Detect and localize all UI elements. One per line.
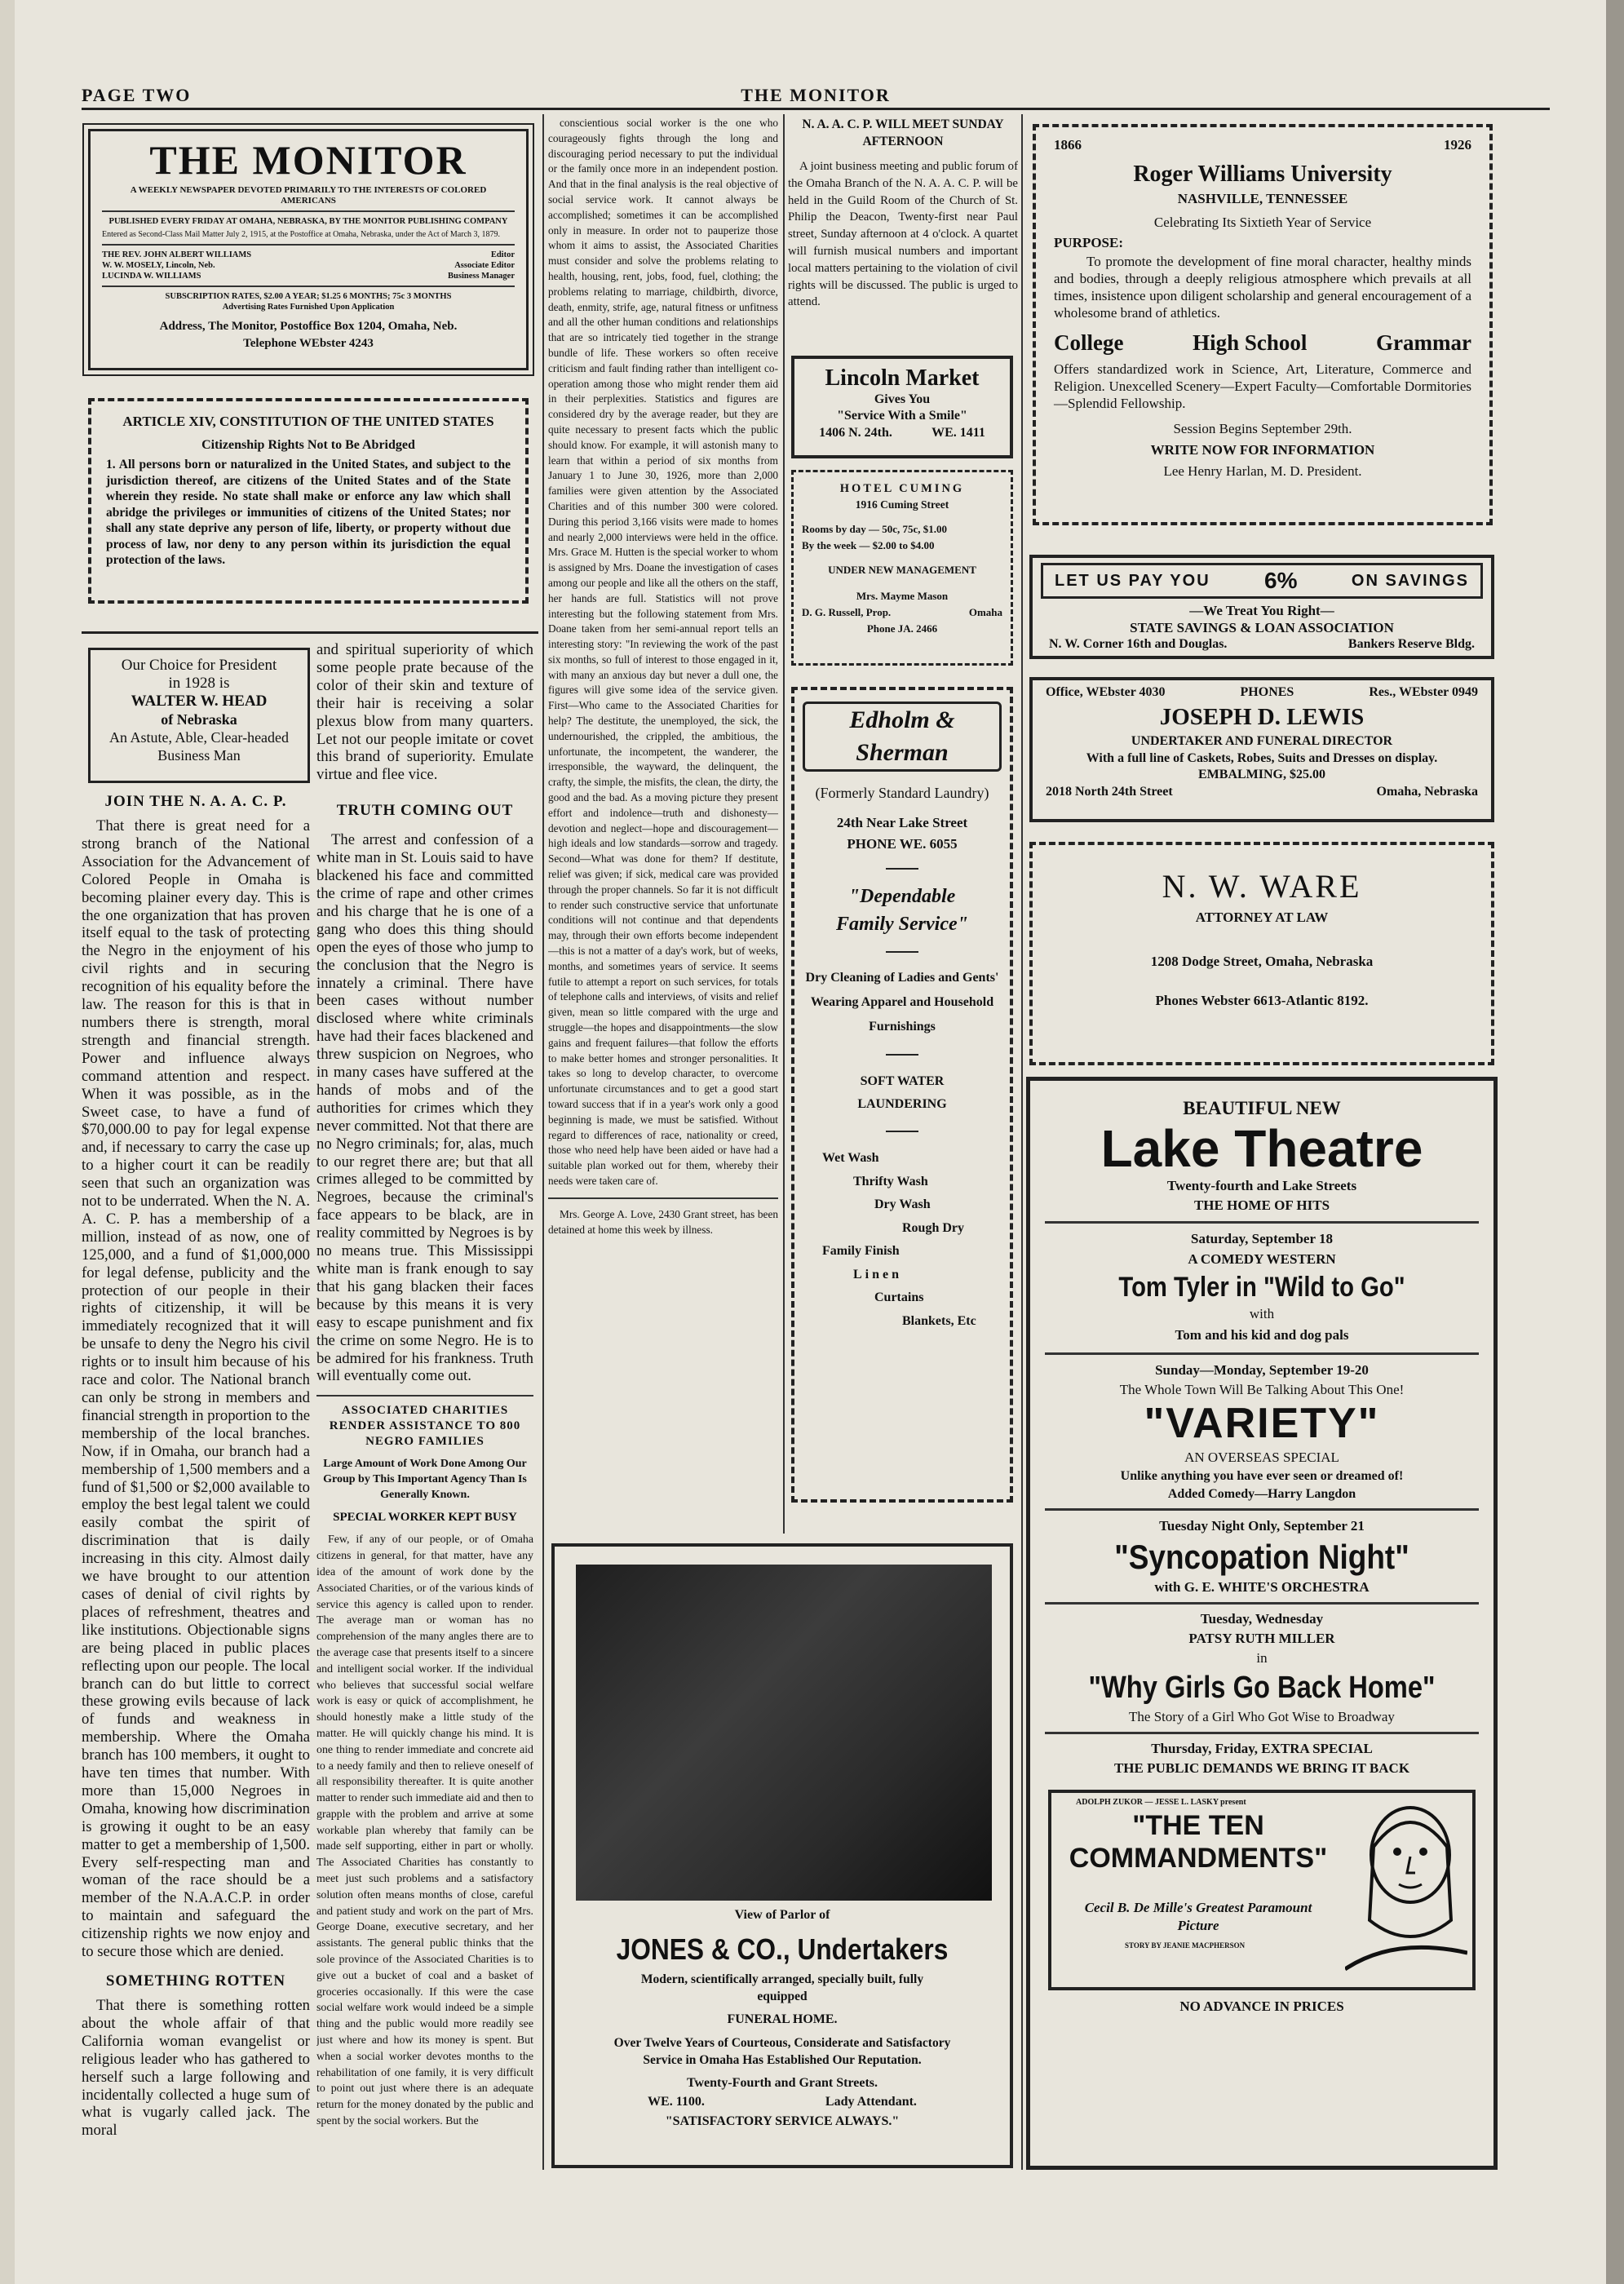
president-description: An Astute, Able, Clear-headed Business Man (108, 729, 290, 764)
something-rotten-body: That there is something rotten about the whole affair of that California woman evangelist or religious leader who has gathered to herself such a large following and incidentally collected a huge sum of what is vugarly called jack. The moral (82, 1997, 310, 2140)
charities-subhead: Large Amount of Work Done Among Our Group by This Important Agency Than Is Generally Known. (323, 1458, 527, 1502)
show4-date: Tuesday, Wednesday (1200, 1611, 1324, 1627)
sphinx-illustration (1345, 1798, 1467, 1977)
hotel-cuming-name: HOTEL CUMING (839, 482, 965, 495)
lewis-title: UNDERTAKER AND FUNERAL DIRECTOR (1131, 734, 1393, 748)
edholm-services (803, 1147, 1002, 1333)
hotel-cuming-phone: Phone JA. 2466 (866, 622, 938, 635)
jones-undertakers-ad (551, 1543, 1013, 2168)
show5-sub: Cecil B. De Mille's Greatest Paramount Picture (1084, 1900, 1312, 1933)
join-naacp-body: That there is great need for a strong branch of the National Association for the Advancement of Colored People in Omaha is becoming plainer every day. This is the one organization that has proven itself equal to the task of protecting the Negro in the enjoyment of his civil rights and in securing recognition of his equality before the law. The reason for this is that in numbers there is strength, moral strength and financial strength. Power and influence always command attention and respect. When it was possible, as in the Sweet case, to have a fund of $70,000.00 to pay for legal expense and, if necessary to carry the case up to a higher court it can be readily seen that such an organization was not to be underrated. When the N. A. A. C. P. has a membership of a million, instead of as now, one of 125,000, and a fund of $1,000,000 for legal defense, publicity and the protection of our people in their rights of citizenship, it will be immediately recognized that it will be unsafe to deny the Negro his civil rights or to insult him because of his race and color. The National branch can only be strong in members and financial strength in proportion to the membership of the local branches. Now, if in Omaha, our branch had a membership of 1,500 members and a fund of $1,500 or $2,000 available to employ the best legal talent we could easily combat the spirit of discrimination that is daily increasing in this city. Almost daily we have brought to our attention cases of denial of civil rights by places of refreshment, theatres and like institutions. Objectionable signs are being placed in public places reflecting upon our people. The local branch can do but little to correct these growing evils because of lack of funds and weakness in membership. Where the Omaha branch has 100 members, it ought to have ten times that number. With more than 15,000 Negroes in Omaha, knowing how discrimination is growing it ought to be an easy matter to get a membership of 1,500. Every self-respecting man and woman of the race should be a member of the N.A.A.C.P. in order to maintain and safeguard the citizenship rights we now enjoy and to secure those which are denied. (82, 817, 310, 1961)
staff-name: THE REV. JOHN ALBERT WILLIAMS (102, 250, 252, 259)
lewis-city: Omaha, Nebraska (1376, 785, 1478, 799)
hotel-cuming-week-rates: By the week — $2.00 to $4.00 (802, 539, 935, 551)
jones-line1: Modern, scientifically arranged, specially built, fully equipped (640, 1972, 924, 2003)
year-current: 1926 (1444, 137, 1471, 153)
jones-slogan: "SATISFACTORY SERVICE ALWAYS." (665, 2114, 900, 2128)
lincoln-market-ad (791, 356, 1013, 458)
lake-slogan: THE HOME OF HITS (1193, 1197, 1330, 1213)
show2-type: AN OVERSEAS SPECIAL (1184, 1450, 1339, 1465)
show5-credit: STORY BY JEANIE MACPHERSON (1125, 1941, 1246, 1950)
show1-note: Tom and his kid and dog pals (1175, 1327, 1349, 1343)
column-rule (542, 114, 544, 2170)
roger-williams-purpose: To promote the development of fine moral character, healthy minds and bodies, through a deeply religious atmosphere which prevails at all times, insistence upon diligent scholarship and general encouragement of a wholesome brand of athletics. (1054, 254, 1471, 321)
lake-top: BEAUTIFUL NEW (1183, 1098, 1341, 1118)
show5-date: Thursday, Friday, EXTRA SPECIAL (1151, 1741, 1373, 1756)
roger-williams-purpose-label: PURPOSE: (1054, 235, 1123, 250)
service-item: Thrifty Wash (853, 1174, 928, 1188)
president-line1: Our Choice for President (121, 657, 277, 674)
masthead-staff (102, 250, 515, 281)
level-grammar: Grammar (1376, 330, 1471, 355)
something-rotten-headline: SOMETHING ROTTEN (105, 1972, 286, 1990)
show2-title: "VARIETY" (1144, 1400, 1380, 1447)
show5-presents: ADOLPH ZUKOR — JESSE L. LASKY present (1076, 1798, 1246, 1807)
roger-williams-name: Roger Williams University (1133, 162, 1392, 187)
savings-address-line (1049, 636, 1475, 653)
level-college: College (1054, 330, 1124, 355)
show1-type: A COMEDY WESTERN (1188, 1251, 1336, 1267)
masthead-address: Address, The Monitor, Postoffice Box 1204, Omaha, Neb. (159, 320, 458, 333)
service-item: Curtains (874, 1290, 924, 1304)
service-item: Family Finish (822, 1244, 900, 1258)
hotel-cuming-address: 1916 Cuming Street (855, 498, 949, 511)
paper-name: THE MONITOR (741, 85, 891, 105)
naacp-meet-item (788, 116, 1018, 361)
superiority-continuation: and spiritual superiority of which some people prate because of the color of their skin and texture of their hair is receiving a solar plexus blow from many quarters. Let not our people imitate or covet this brand of superiority. Emulate virtue and flee vice. (316, 641, 533, 784)
nw-ware-ad (1029, 842, 1494, 1065)
savings-line2: STATE SAVINGS & LOAN ASSOCIATION (1130, 620, 1394, 635)
roger-williams-city: NASHVILLE, TENNESSEE (1177, 191, 1348, 206)
funeral-parlor-photo (576, 1565, 992, 1901)
savings-building: Bankers Reserve Bldg. (1347, 637, 1475, 651)
charities-body-part1: Few, if any of our people, or of Omaha citizens in general, for that matter, have any idea of the amount of work done by the Associated Charities, or of the various kinds of service this agency is called upon to render. The average man or woman has no comprehension of the many angles there are to the average case that presents itself to a sincere and intelligent social worker. If the individual who believes that successful social welfare work is easy or quick of accomplishment, he should honestly make a little study of the matter. He will quickly change his mind. It is one thing to render immediate and concrete aid to a needy family and then to relieve oneself of all responsibility thereafter. It is quite another matter to render such immediate aid and then to grapple with the problem and arrive at some workable plan whereby that family can be made self supporting, either in part or wholly. The Associated Charities has constantly to meet just such problems and a satisfactory solution often means months of close, careful and patient study and work on the part of Mrs. George Doane, executive secretary, and her assistants. The general public thinks that the sole province of the Associated Charities is to give out a bucket of coal and a basket of groceries occasionally. If this were the case social welfare work would indeed be a simple thing and the public would more readily see just where and how its money is spent. But when a social worker devotes months to the rehabilitation of one family, it is very difficult to point out just where there is an adequate return for the money donated by the public and spent by the social workers. But the (316, 1534, 533, 2128)
jones-line2: FUNERAL HOME. (727, 2012, 838, 2026)
savings-headline-right: ON SAVINGS (1351, 571, 1469, 590)
love-illness-note: Mrs. George A. Love, 2430 Grant street, has been detained at home this week by illness. (548, 1207, 778, 1236)
lincoln-market-name: Lincoln Market (825, 365, 980, 391)
show3-date: Tuesday Night Only, September 21 (1159, 1518, 1365, 1534)
service-item: Wet Wash (822, 1151, 879, 1165)
masthead-rates: SUBSCRIPTION RATES, $2.00 A YEAR; $1.25 6 MONTHS; 75c 3 MONTHS (165, 292, 452, 301)
show4-star: PATSY RUTH MILLER (1188, 1631, 1335, 1646)
president-choice-box (88, 648, 310, 783)
staff-role: Business Manager (448, 272, 515, 281)
show1-with: with (1249, 1306, 1275, 1321)
article-xiv-text: 1. All persons born or naturalized in the United States, and subject to the jurisdiction thereof, are citizens of the United States and of the State wherein they reside. No state shall make or enforce any law which shall abridge the privileges or immunities of citizens of the United States; nor shall any state deprive any person of life, liberty, or property without due process of law, nor deny to any person within its jurisdiction the equal protection of the laws. (106, 458, 511, 567)
lincoln-market-address: 1406 N. 24th. (819, 426, 892, 440)
show4-note: The Story of a Girl Who Got Wise to Broadway (1129, 1709, 1395, 1724)
ten-commandments-banner (1048, 1790, 1476, 1990)
savings-headline (1041, 563, 1483, 599)
lake-theatre-ad (1026, 1077, 1498, 2170)
level-high-school: High School (1193, 330, 1308, 355)
ware-address: 1208 Dodge Street, Omaha, Nebraska (1150, 954, 1374, 969)
masthead-published: PUBLISHED EVERY FRIDAY AT OMAHA, NEBRASKA, BY THE MONITOR PUBLISHING COMPANY (108, 217, 508, 226)
hotel-cuming-ad (791, 470, 1013, 666)
hotel-cuming-management: UNDER NEW MANAGEMENT (828, 564, 976, 576)
savings-rate: 6% (1264, 568, 1298, 593)
column-3-text (548, 116, 778, 1527)
edholm-sherman-logo: Edholm & Sherman (803, 702, 1002, 772)
lake-footer: NO ADVANCE IN PRICES (1179, 1998, 1344, 2014)
hotel-cuming-prop: D. G. Russell, Prop. (802, 606, 892, 618)
show4-in: in (1256, 1650, 1268, 1666)
jones-text-block (555, 1894, 1010, 2132)
president-name: WALTER W. HEAD (131, 693, 268, 710)
show3-note: with G. E. WHITE'S ORCHESTRA (1154, 1579, 1370, 1595)
jones-name: JONES & CO., Undertakers (616, 1932, 949, 1966)
lake-streets: Twenty-fourth and Lake Streets (1166, 1178, 1357, 1193)
column-rule (783, 114, 785, 1534)
lewis-name: JOSEPH D. LEWIS (1159, 704, 1365, 730)
article-xiv-box (88, 398, 529, 604)
truth-coming-out-headline: TRUTH COMING OUT (336, 802, 514, 820)
service-item: Dry Wash (874, 1197, 931, 1211)
roger-williams-president: Lee Henry Harlan, M. D. President. (1163, 463, 1362, 479)
lewis-phones-line (1046, 684, 1478, 702)
jones-caption: View of Parlor of (734, 1908, 830, 1922)
roger-williams-ad (1033, 124, 1493, 525)
naacp-meet-headline: N. A. A. C. P. WILL MEET SUNDAY AFTERNOON (802, 117, 1004, 148)
jones-line4: Twenty-Fourth and Grant Streets. (686, 2076, 878, 2090)
roger-williams-write: WRITE NOW FOR INFORMATION (1150, 442, 1375, 458)
service-item: Rough Dry (902, 1220, 965, 1235)
lewis-embalming: EMBALMING, $25.00 (1198, 768, 1325, 781)
lewis-office-phone: Office, WEbster 4030 (1046, 685, 1166, 699)
masthead-subtitle: A WEEKLY NEWSPAPER DEVOTED PRIMARILY TO THE INTERESTS OF COLORED AMERICANS (130, 185, 487, 206)
column-rule (1021, 114, 1023, 2170)
staff-name: LUCINDA W. WILLIAMS (102, 272, 201, 281)
column-2-text (316, 641, 533, 2167)
header-rule (82, 108, 1550, 110)
naacp-meet-body: A joint business meeting and public forum of the Omaha Branch of the N. A. A. C. P. will be held in the Guild Room of the Church of St. Philip the Deacon, Twenty-first near Paul street, Sunday afternoon at 4 o'clock. A quartet will furnish musical numbers and important local matters pertaining to the violation of civil rights will be discussed. The public is urged to attend. (788, 160, 1018, 309)
show2-line: The Whole Town Will Be Talking About This One! (1119, 1382, 1405, 1397)
savings-loan-ad (1029, 555, 1494, 659)
roger-williams-years (1054, 137, 1471, 153)
show5-line: THE PUBLIC DEMANDS WE BRING IT BACK (1113, 1760, 1410, 1776)
jones-contact-line (587, 2093, 977, 2111)
lincoln-market-line1: Gives You (874, 392, 931, 406)
staff-name: W. W. MOSELY, Lincoln, Neb. (102, 261, 215, 270)
show2-date: Sunday—Monday, September 19-20 (1155, 1362, 1369, 1378)
hotel-cuming-day-rates: Rooms by day — 50c, 75c, $1.00 (802, 523, 948, 535)
show3-title: "Syncopation Night" (1114, 1538, 1409, 1576)
president-line2: in 1928 is (168, 675, 230, 692)
staff-role: Editor (490, 250, 515, 259)
ware-name: N. W. WARE (1162, 868, 1362, 905)
edholm-sherman-ad (791, 687, 1013, 1503)
lincoln-market-contact (799, 424, 1005, 442)
masthead-box (88, 129, 529, 370)
lewis-phones-label: PHONES (1240, 685, 1294, 699)
show1-title: Tom Tyler in "Wild to Go" (1118, 1272, 1405, 1303)
lincoln-market-slogan: "Service With a Smile" (837, 409, 967, 423)
lewis-line: With a full line of Caskets, Robes, Suits and Dresses on display. (1086, 751, 1438, 765)
edholm-dry-cleaning: Dry Cleaning of Ladies and Gents' Wearing Apparel and Household Furnishings (805, 971, 999, 1034)
lake-name: Lake Theatre (1100, 1119, 1423, 1178)
staff-role: Associate Editor (454, 261, 515, 270)
charities-body-part2: conscientious social worker is the one who courageously fights through the long and discouraging period necessary to put the individual or the family once more in an independent postion. And that in the final analysis is the real objective of social service work. It cannot always be accomplished; sometimes it can be accomplished only in measure. In order not to pauperize those whom it aims to assist, the Associated Charities must consider and solve the problems relating to health, housing, rent, jobs, food, fuel, clothing; the problems relating to marriage, childbirth, divorce, death, enmity, strife, age, natural fitness or unfitness and all the other human conditions and relationships that are so intricately tied together in the strange bundle of life. These workers so often receive criticism and fault finding rather than intelligent co-operation among those who might render them aid in their perplexities. Statistics and figures are considered dry by the average reader, but they are quite necessary to present facts which the public should know. For example, it will astonish many to learn that within a period of six months from January 1 to June 30, 1926, more than 2,000 families were given attention by the Associated Charities and of this number 300 were colored. During this period 3,166 visits were made to homes and nearly 2,000 interviews were held in the office. Mrs. Grace M. Hutten is the special worker to whom is assigned by Mrs. Doane the investigation of cases among our people and like all the others on the staff, her hands are full. Statistics will not prove interesting but the following statement from Mrs. Doane taken from her semi-annual report tells an interesting story: "In reviewing the work of the past six months, so full of interest to those engaged in it, with many an anxious day but never a dull one, the figures will give some idea of the service given. First—Who came to the Associated Charities for help? The destitute, the unemployed, the sick, the undernourished, the crippled, the ambitious, the unfortunate, the incompetent, the wanderer, the irresponsible, the wayward, the delinquent, the crafty, the simple, the misfits, the clean, the dirty, the good and the bad. As a moving picture they present effort and indolence—truth and dishonesty—devotion and neglect—hope and discouragement—high ideals and low standards—sorrow and tragedy. Second—What was done for them? If destitute, relief was given; if sick, medical care was provided through the proper channels. So far it is not difficult to render such constructive service that unfortunate conditions will not continue and that dependents may, through their own efforts become independent—this is not a matter of a day's work, but of weeks, months, and sometimes years of service. It seems futile to attempt a report on such services, for totals of telephone calls and interviews, of visits and relief given, mean so little compared with the urge and struggle—the hopes and disappointments—the slow gains and frequent failures—that follow the efforts to make better homes and stronger personalities. It takes so long to develop character, to overcome unfortunate circumstances and to get a good start toward success that if in a year's work only a good beginning is made, we must be satisfied. Without regard to differences of race, nationality or creed, those who need help have been aided or have had a suitable plan worked out for them, whereby their needs were taken care of. (548, 117, 778, 1187)
ware-title: ATTORNEY AT LAW (1195, 910, 1329, 925)
edholm-slogan: "Dependable Family Service" (836, 886, 968, 935)
year-founded: 1866 (1054, 137, 1082, 153)
page-label: PAGE TWO (82, 85, 192, 105)
savings-headline-left: LET US PAY YOU (1055, 571, 1210, 590)
page-left-edge (0, 0, 15, 2284)
hotel-cuming-prop-line (802, 604, 1002, 621)
joseph-lewis-ad (1029, 677, 1494, 822)
masthead-ad-rates: Advertising Rates Furnished Upon Application (222, 303, 395, 312)
column-1-text (82, 788, 310, 2162)
lewis-res-phone: Res., WEbster 0949 (1369, 685, 1478, 699)
roger-williams-celebrating: Celebrating Its Sixtieth Year of Service (1153, 215, 1372, 230)
jones-phone: WE. 1100. (648, 2095, 705, 2109)
savings-address: N. W. Corner 16th and Douglas. (1049, 637, 1228, 651)
edholm-formerly: (Formerly Standard Laundry) (815, 785, 989, 801)
hotel-cuming-owner: Mrs. Mayme Mason (856, 590, 949, 602)
show2-note: Unlike anything you have ever seen or dreamed of! (1120, 1469, 1404, 1483)
show4-title: "Why Girls Go Back Home" (1088, 1671, 1436, 1705)
charities-kicker: SPECIAL WORKER KEPT BUSY (333, 1511, 517, 1525)
roger-williams-session: Session Begins September 29th. (1173, 421, 1352, 436)
jones-attendant: Lady Attendant. (825, 2095, 917, 2109)
ware-phones: Phones Webster 6613-Atlantic 8192. (1155, 993, 1369, 1008)
edholm-phone: PHONE WE. 6055 (847, 836, 958, 852)
edholm-address: 24th Near Lake Street (836, 815, 968, 830)
lewis-address-line (1046, 783, 1478, 801)
service-item: Blankets, Etc (902, 1313, 976, 1328)
roger-williams-levels (1054, 325, 1471, 361)
savings-line1: —We Treat You Right— (1189, 603, 1334, 618)
section-rule (82, 631, 538, 634)
charities-headline: ASSOCIATED CHARITIES RENDER ASSISTANCE TO 800 NEGRO FAMILIES (329, 1404, 521, 1449)
lincoln-market-phone: WE. 1411 (931, 426, 985, 440)
roger-williams-offers: Offers standardized work in Science, Art, Literature, Commerce and Religion. Unexcelled Scenery—Expert Faculty—Comfortable Dormitories—Splendid Fellowship. (1054, 361, 1471, 411)
masthead-title: THE MONITOR (149, 137, 467, 183)
article-xiv-title: ARTICLE XIV, CONSTITUTION OF THE UNITED STATES (122, 414, 494, 429)
show5-title: "THE TEN COMMANDMENTS" (1069, 1810, 1328, 1874)
jones-line3: Over Twelve Years of Courteous, Considerate and Satisfactory Service in Omaha Has Established Our Reputation. (613, 2036, 951, 2067)
article-xiv-subtitle: Citizenship Rights Not to Be Abridged (201, 438, 415, 452)
page-right-edge (1606, 0, 1624, 2284)
masthead-entered: Entered as Second-Class Mail Matter July 2, 1915, at the Postoffice at Omaha, Nebraska, under the Act of March 3, 1879. (102, 230, 501, 239)
join-naacp-headline: JOIN THE N. A. A. C. P. (104, 793, 287, 810)
truth-coming-out-body: The arrest and confession of a white man in St. Louis said to have blackened his face and committed the crime of rape and other crimes and his charge that he is one of a gang who does this thing should open the eyes of those who jump to the conclusion that the Negro is innately a criminal. There have been cases without number disclosed where white criminals have had their faces blackened and threw suspicion on Negroes, who in many cases have suffered at the hands of mobs and of the authorities for crimes which they never committed. Not that there are no Negro criminals; for, alas, much to our regret there are; but that all crimes alleged to be committed by Negroes, because the criminal's face appears to be black, are in reality committed by Negroes is by no means true. This Mississippi white man is frank enough to say that his gang blacken their faces because by this means it is very easy to escape punishment and fix the crime on some Negro. He is to be admired for his frankness. Truth will eventually come out. (316, 831, 533, 1385)
masthead-telephone: Telephone WEbster 4243 (243, 337, 374, 350)
show2-added: Added Comedy—Harry Langdon (1167, 1487, 1356, 1501)
hotel-cuming-city: Omaha (968, 606, 1002, 618)
edholm-soft-water: SOFT WATER LAUNDERING (857, 1074, 947, 1111)
show1-date: Saturday, September 18 (1191, 1231, 1333, 1246)
service-item: Linen (853, 1267, 903, 1281)
president-state: of Nebraska (161, 711, 237, 728)
lewis-address: 2018 North 24th Street (1046, 785, 1173, 799)
